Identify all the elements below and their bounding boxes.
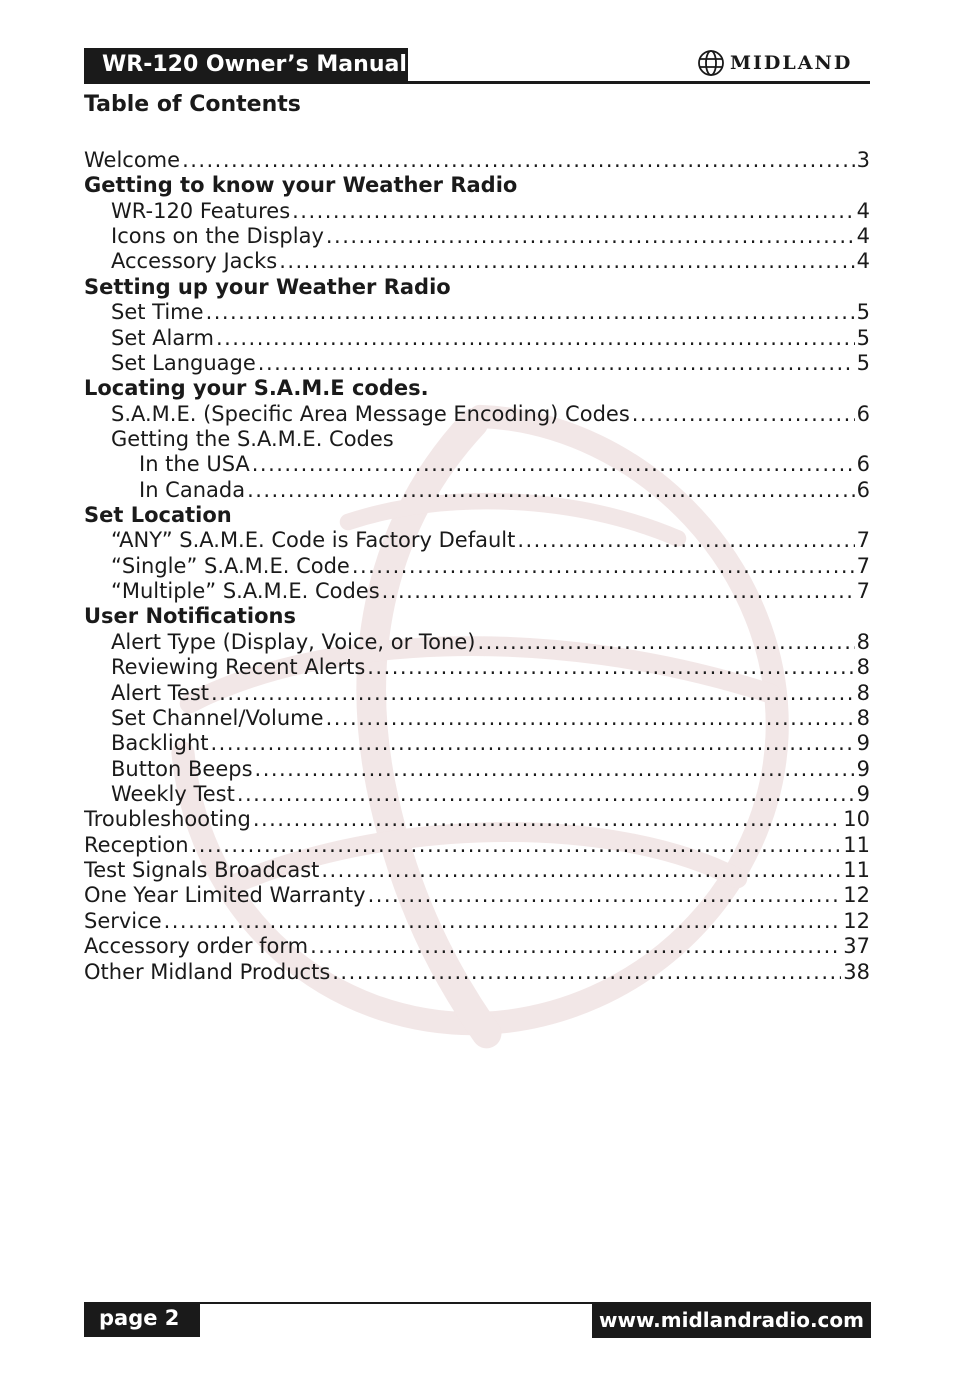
- toc-dot-leader: [247, 478, 855, 503]
- toc-dot-leader: [258, 351, 855, 376]
- toc-page-number: 7: [856, 528, 870, 553]
- toc-entry[interactable]: [84, 326, 870, 351]
- toc-entry[interactable]: [84, 807, 870, 832]
- toc-dot-leader: [216, 326, 855, 351]
- toc-entry-label: User Notifications: [84, 604, 296, 629]
- toc-entry[interactable]: [84, 402, 870, 427]
- toc-entry[interactable]: [84, 351, 870, 376]
- toc-dot-leader: [332, 960, 841, 985]
- toc-dot-leader: [632, 402, 855, 427]
- toc-entry-label: In Canada: [139, 477, 246, 502]
- toc-entry: [84, 427, 870, 452]
- toc-page-number: 6: [856, 452, 870, 477]
- toc-dot-leader: [211, 681, 855, 706]
- toc-entry[interactable]: [84, 757, 870, 782]
- toc-entry-label: “Single” S.A.M.E. Code: [111, 553, 350, 578]
- toc-entry[interactable]: [84, 706, 870, 731]
- toc-entry[interactable]: [84, 478, 870, 503]
- toc-entry[interactable]: [84, 249, 870, 274]
- toc-entry-label: Set Channel/Volume: [111, 705, 324, 730]
- toc-page-number: 8: [856, 680, 870, 705]
- toc-dot-leader: [237, 782, 855, 807]
- toc-entry-label: In the USA: [139, 452, 250, 477]
- toc-entry-label: Locating your S.A.M.E codes.: [84, 376, 429, 401]
- toc-entry-label: S.A.M.E. (Specific Area Message Encoding) Codes: [111, 401, 630, 426]
- toc-entry-label: Accessory Jacks: [111, 249, 278, 274]
- toc-entry-label: Test Signals Broadcast: [84, 858, 320, 883]
- toc-entry-label: Other Midland Products: [84, 959, 331, 984]
- toc-entry-label: Set Alarm: [111, 325, 214, 350]
- toc-dot-leader: [367, 655, 854, 680]
- toc-entry[interactable]: [84, 554, 870, 579]
- toc-dot-leader: [477, 630, 854, 655]
- toc-entry-label: Icons on the Display: [111, 224, 324, 249]
- toc-entry-label: “Multiple” S.A.M.E. Codes: [111, 579, 380, 604]
- toc-entry-label: Reviewing Recent Alerts: [111, 655, 366, 680]
- page-number-badge: page 2: [84, 1302, 200, 1337]
- brand-logo: [695, 46, 871, 80]
- toc-page-number: 12: [843, 908, 870, 933]
- toc-entry-label: Welcome: [84, 148, 181, 172]
- brand-name: MIDLAND: [730, 52, 853, 74]
- toc-page-number: 4: [856, 198, 870, 223]
- toc-section-heading: [84, 173, 870, 198]
- toc-entry[interactable]: [84, 731, 870, 756]
- toc-dot-leader: [368, 883, 842, 908]
- toc-dot-leader: [206, 300, 855, 325]
- toc-dot-leader: [326, 224, 855, 249]
- toc-entry-label: Alert Type (Display, Voice, or Tone): [111, 629, 476, 654]
- toc-entry[interactable]: [84, 655, 870, 680]
- toc-dot-leader: [182, 148, 855, 173]
- toc-page-number: 3: [856, 148, 870, 172]
- toc-dot-leader: [292, 199, 854, 224]
- toc-dot-leader: [279, 249, 854, 274]
- toc-entry-label: Weekly Test: [111, 781, 235, 806]
- toc-entry-label: “ANY” S.A.M.E. Code is Factory Default: [111, 528, 516, 553]
- toc-page-number: 7: [856, 579, 870, 604]
- toc-page-number: 37: [843, 934, 870, 959]
- toc-entry[interactable]: [84, 934, 870, 959]
- toc-page-number: 4: [856, 224, 870, 249]
- toc-entry[interactable]: [84, 960, 870, 985]
- toc-entry[interactable]: [84, 300, 870, 325]
- toc-entry-label: Alert Test: [111, 680, 210, 705]
- table-of-contents: [84, 148, 870, 985]
- toc-entry-label: Set Language: [111, 350, 256, 375]
- toc-page-number: 10: [843, 807, 870, 832]
- toc-dot-leader: [164, 909, 842, 934]
- toc-page-number: 4: [856, 249, 870, 274]
- toc-page-number: 11: [843, 858, 870, 883]
- toc-page-number: 5: [856, 350, 870, 375]
- toc-dot-leader: [253, 807, 841, 832]
- toc-entry[interactable]: [84, 199, 870, 224]
- toc-page-number: 12: [843, 883, 870, 908]
- toc-entry-label: Setting up your Weather Radio: [84, 274, 451, 299]
- toc-page-number: 9: [856, 756, 870, 781]
- toc-dot-leader: [252, 452, 855, 477]
- toc-section-heading: [84, 604, 870, 629]
- toc-entry[interactable]: [84, 681, 870, 706]
- toc-entry-label: Backlight: [111, 731, 209, 756]
- toc-entry-label: Reception: [84, 832, 189, 857]
- toc-page-number: 9: [856, 781, 870, 806]
- toc-dot-leader: [310, 934, 841, 959]
- toc-page-number: 11: [843, 832, 870, 857]
- toc-entry[interactable]: [84, 630, 870, 655]
- toc-entry[interactable]: [84, 782, 870, 807]
- toc-dot-leader: [211, 731, 855, 756]
- toc-entry-label: Troubleshooting: [84, 807, 251, 832]
- toc-section-heading: [84, 503, 870, 528]
- toc-entry-label: Button Beeps: [111, 756, 253, 781]
- toc-section-heading: [84, 275, 870, 300]
- toc-entry-label: Getting the S.A.M.E. Codes: [111, 426, 394, 451]
- toc-page-number: 38: [843, 959, 870, 984]
- toc-entry-label: WR-120 Features: [111, 198, 291, 223]
- toc-entry[interactable]: [84, 148, 870, 173]
- page-title: Table of Contents: [84, 92, 301, 117]
- toc-entry-label: Set Location: [84, 503, 232, 528]
- toc-dot-leader: [326, 706, 855, 731]
- toc-entry-label: One Year Limited Warranty: [84, 883, 366, 908]
- toc-page-number: 5: [856, 300, 870, 325]
- toc-entry-label: Set Time: [111, 300, 204, 325]
- toc-entry[interactable]: [84, 833, 870, 858]
- toc-entry[interactable]: [84, 224, 870, 249]
- toc-page-number: 5: [856, 325, 870, 350]
- toc-page-number: 8: [856, 629, 870, 654]
- toc-entry[interactable]: [84, 528, 870, 553]
- toc-dot-leader: [191, 833, 842, 858]
- toc-page-number: 9: [856, 731, 870, 756]
- toc-entry-label: Service: [84, 908, 162, 933]
- globe-icon: [695, 47, 727, 79]
- toc-entry[interactable]: [84, 579, 870, 604]
- toc-entry[interactable]: [84, 452, 870, 477]
- toc-dot-leader: [321, 858, 841, 883]
- manual-title-badge: WR-120 Owner’s Manual: [84, 48, 408, 82]
- toc-page-number: 8: [856, 655, 870, 680]
- toc-entry-label: Accessory order form: [84, 934, 309, 959]
- toc-entry[interactable]: [84, 909, 870, 934]
- website-link[interactable]: www.midlandradio.com: [592, 1302, 871, 1338]
- toc-dot-leader: [255, 757, 855, 782]
- toc-page-number: 6: [856, 477, 870, 502]
- toc-entry[interactable]: [84, 883, 870, 908]
- toc-section-heading: [84, 376, 870, 401]
- toc-dot-leader: [382, 579, 855, 604]
- header-divider: [84, 81, 870, 84]
- toc-entry[interactable]: [84, 858, 870, 883]
- toc-page-number: 8: [856, 705, 870, 730]
- toc-dot-leader: [352, 554, 855, 579]
- toc-page-number: 7: [856, 553, 870, 578]
- toc-dot-leader: [517, 528, 854, 553]
- toc-page-number: 6: [856, 401, 870, 426]
- toc-entry-label: Getting to know your Weather Radio: [84, 173, 518, 198]
